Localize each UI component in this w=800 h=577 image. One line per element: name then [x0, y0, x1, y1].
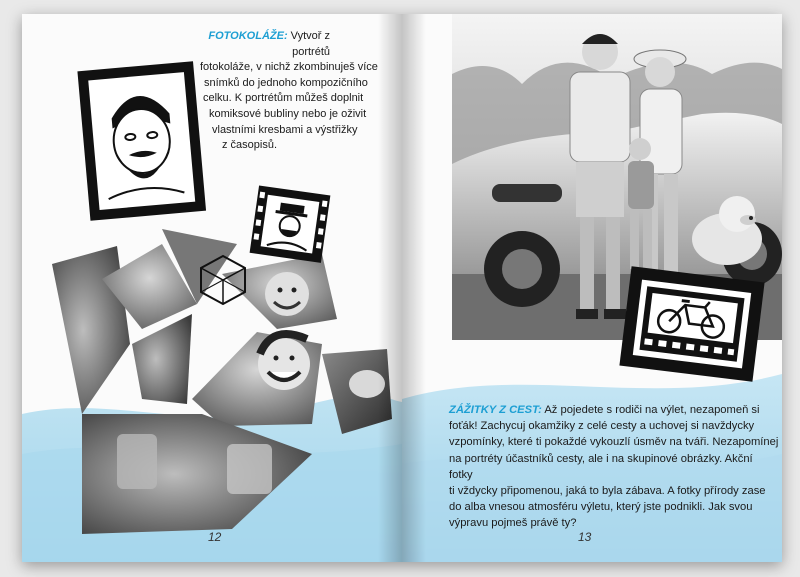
left-text-line-4: komiksové bubliny nebo je oživit: [209, 107, 367, 120]
left-text-line-1: fotokoláže, v nichž zkombinuješ více: [200, 61, 378, 74]
right-text-line-3: ti vždycky připomenou, jaká to byla zábava. A fotky přírody zase: [449, 485, 766, 498]
left-text-line-5: vlastními kresbami a výstřižky: [212, 123, 358, 136]
cube-sketch-icon: [195, 252, 251, 308]
left-text-line-3: celku. K portrétům můžeš doplnit: [203, 92, 364, 105]
right-text-line-2: na portréty účastníků cesty, ale i na skupinové obrázky. Akční fotky: [449, 452, 753, 481]
right-text-line-5: výpravu pojmeš právě ty?: [449, 517, 577, 530]
right-page-number: 13: [578, 530, 592, 544]
right-page: [402, 14, 782, 562]
left-page: [22, 14, 402, 562]
right-text-line-4: do alba vnesou atmosféru výletu, který jste podnikli. Jak svou: [449, 501, 753, 514]
left-text-line-0: Vytvoř z portrétů: [290, 30, 330, 58]
left-text-line-6: z časopisů.: [222, 139, 278, 152]
left-text-line-2: snímků do jednoho kompozičního: [204, 76, 368, 89]
right-body-text: [449, 402, 779, 532]
left-kicker: FOTOKOLÁŽE:: [208, 30, 288, 42]
right-kicker: ZÁŽITKY Z CEST:: [449, 404, 542, 416]
right-text-line-1: vzpomínky, které ti pokaždé vykouzlí úsměv na tváři. Nezapomínej: [449, 436, 779, 449]
right-text-line-0: foťák! Zachycuj okamžiky z celé cesty a uchovej si navždycky: [449, 420, 755, 433]
film-frame-portrait-icon: [244, 182, 334, 266]
book-spread: [22, 14, 782, 562]
left-intro-text: [200, 29, 400, 154]
left-gutter-shadow: [378, 14, 402, 562]
right-text-first: Až pojedete s rodiči na výlet, nezapomeň si: [544, 404, 760, 416]
collage-shard: [82, 414, 312, 534]
bicycle-frame-icon: [617, 262, 767, 387]
left-page-number: 12: [208, 530, 222, 544]
right-gutter-shadow: [402, 14, 426, 562]
bearded-man-portrait-icon: [74, 56, 210, 231]
